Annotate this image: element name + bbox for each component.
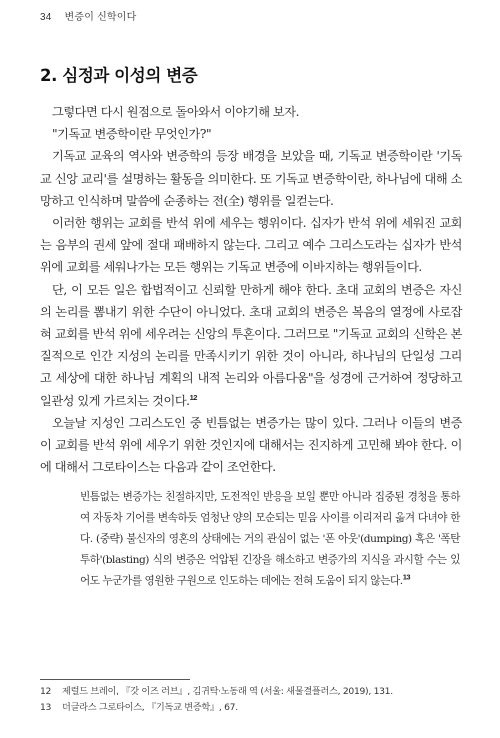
- paragraph: "기독교 변증학이란 무엇인가?": [52, 127, 212, 142]
- footnote-text: 더글라스 그로타이스, 『기독교 변증학』, 67.: [62, 701, 238, 713]
- section-title: 2. 심정과 이성의 변증: [40, 66, 198, 85]
- body-text: [40, 101, 462, 478]
- footnote-ref-12[interactable]: 12: [189, 392, 198, 402]
- paragraph: 기독교 교육의 역사와 변증학의 등장 배경을 보았을 때, 기독교 변증학이란 '기독교 신앙 교리'를 설명하는 활동을 의미한다. 또 기독교 변증학이란, 하나님에 대해 소망하고 인식하며 말씀에 순종하는 전(全) 행위를 일컫는다.: [40, 149, 462, 208]
- page-number: 34: [40, 12, 52, 23]
- footnote: [40, 700, 470, 716]
- quote-text: 빈틈없는 변증가는 친절하지만, 도전적인 반응을 보일 뿐만 아니라 집중된 경청을 통하여 자동차 기어를 변속하듯 엄청난 양의 모순되는 믿음 사이를 이리저리 옮겨 다녀야 한다. (중략) 불신자의 영혼의 상태에는 거의 관심이 없는 '폰 아웃'(dumping) 혹은 '폭탄 투하'(blasting) 식의 변증은 억압된 긴장을 해소하고 변증가의 지식을 과시할 수는 있어도 누군가를 영원한 구원으로 인도하는 데에는 전혀 도움이 되지 않는다.: [80, 491, 460, 587]
- footnote-number: 12: [40, 686, 52, 697]
- paragraph-text: 단, 이 모든 일은 합법적이고 신뢰할 만하게 해야 한다. 초대 교회의 변증은 자신의 논리를 뽐내기 위한 수단이 아니었다. 초대 교회의 변증은 복음의 열정에 사로잡혀 교회를 반석 위에 세우려는 신앙의 투혼이다. 그러므로 "기독교 교회의 신학은 본질적으로 인간 지성의 논리를 만족시키기 위한 것이 아니라, 하나님의 단일성 그리고 세상에 대한 하나님 계획의 내적 논리와 아름다움"을 성경에 근거하여 정당하고 일관성 있게 가르치는 것이다.: [40, 282, 462, 408]
- running-header: [40, 8, 137, 23]
- block-quote: [80, 487, 460, 592]
- paragraph: 그렇다면 다시 원점으로 돌아와서 이야기해 보자.: [52, 105, 300, 119]
- footnote-ref-13[interactable]: 13: [402, 572, 411, 582]
- paragraph: 이러한 행위는 교회를 반석 위에 세우는 행위이다. 십자가 반석 위에 세워진 교회는 음부의 권세 앞에 절대 패배하지 않는다. 그리고 예수 그리스도라는 십자가 반석 위에 교회를 세워나가는 모든 행위는 기독교 변증에 이바지하는 행위들이다.: [40, 216, 462, 275]
- running-title: 변증이 신학이다: [64, 12, 137, 23]
- footnote-number: 13: [40, 701, 52, 713]
- footnotes: [40, 684, 470, 715]
- paragraph: 오늘날 지성인 그리스도인 중 빈틈없는 변증가는 많이 있다. 그러나 이들의 변증이 교회를 반석 위에 세우기 위한 것인지에 대해서는 진지하게 고민해 봐야 한다. 이에 대해서 그로타이스는 다음과 같이 조언한다.: [40, 415, 462, 475]
- quote-paragraph: [80, 487, 460, 592]
- footnote: [40, 684, 470, 700]
- footnote-text: 제럴드 브레이, 『갓 이즈 러브』, 김귀탁·노동래 역 (서울: 새물결플러스, 2019), 131.: [62, 686, 393, 697]
- paragraph: [40, 279, 462, 412]
- footnote-divider: [40, 679, 190, 680]
